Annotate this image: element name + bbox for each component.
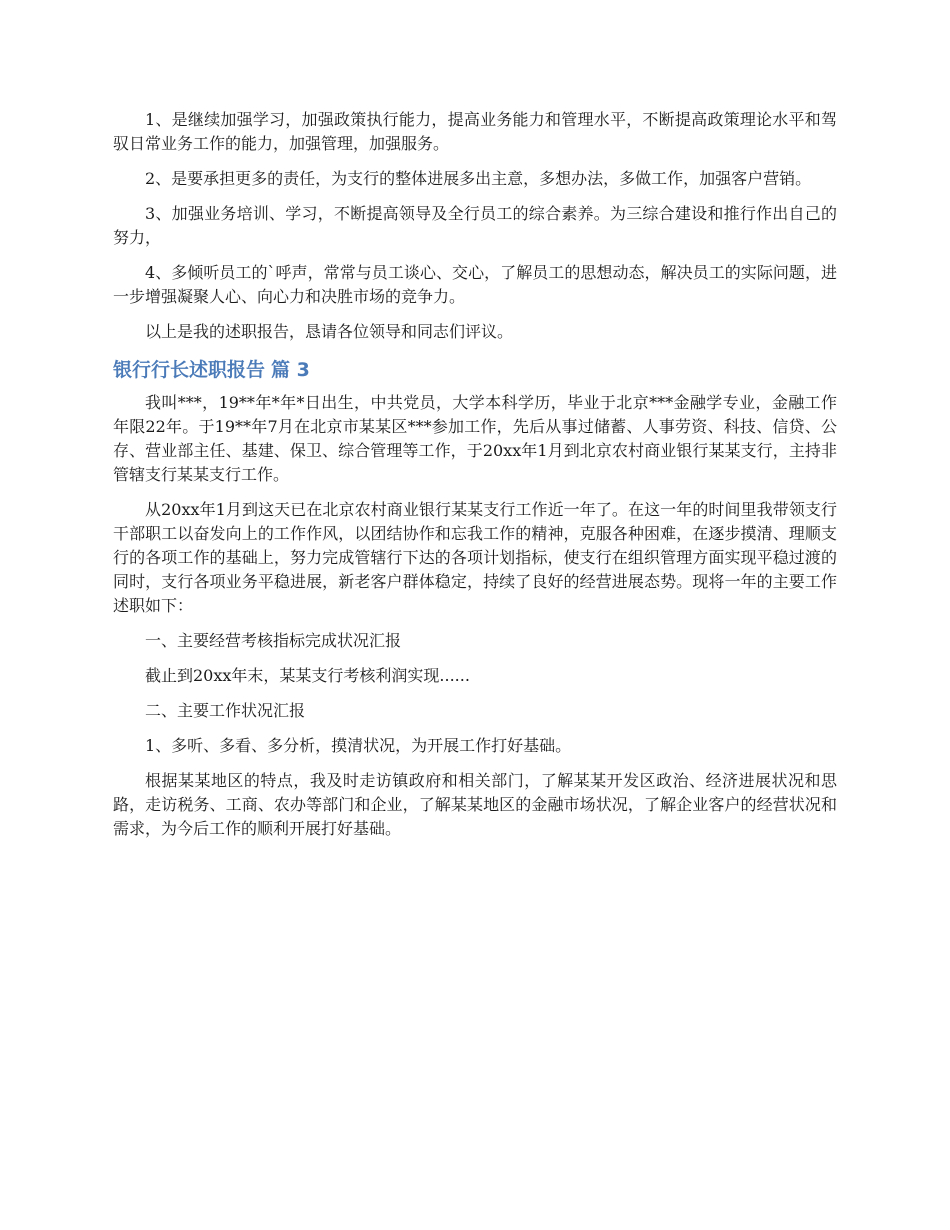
section-heading-number: 篇 3	[271, 359, 310, 381]
paragraph-intro: 我叫***，19**年*年*日出生，中共党员，大学本科学历，毕业于北京***金融学专业，金融工作年限22年。于19**年7月在北京市某某区***参加工作，先后从事过储蓄、人事劳资、科技、信贷、公存、营业部主任、基建、保卫、综合管理等工作，于20xx年1月到北京农村商业银行某某支行，主持非管辖支行某某支行工作。	[113, 393, 837, 484]
paragraph-item-2: 2、是要承担更多的责任，为支行的整体进展多出主意，多想办法，多做工作，加强客户营销。	[145, 169, 812, 188]
document-page	[113, 108, 837, 852]
subheading-work: 二、主要工作状况汇报	[145, 701, 306, 720]
section-heading-title: 银行行长述职报告	[113, 359, 266, 381]
paragraph-region: 根据某某地区的特点，我及时走访镇政府和相关部门，了解某某开发区政治、经济进展状况和思路，走访税务、工商、农办等部门和企业，了解某某地区的金融市场状况，了解企业客户的经营状况和需求，为今后工作的顺利开展打好基础。	[113, 771, 837, 838]
subheading-kpi: 一、主要经营考核指标完成状况汇报	[145, 631, 402, 650]
paragraph-item-4: 4、多倾听员工的`呼声，常常与员工谈心、交心，了解员工的思想动态，解决员工的实际问题，进一步增强凝聚人心、向心力和决胜市场的竞争力。	[113, 263, 837, 306]
paragraph-overview: 从20xx年1月到这天已在北京农村商业银行某某支行工作近一年了。在这一年的时间里我带领支行干部职工以奋发向上的工作作风，以团结协作和忘我工作的精神，克服各种困难，在逐步摸清、理顺支行的各项工作的基础上，努力完成管辖行下达的各项计划指标，使支行在组织管理方面实现平稳过渡的同时，支行各项业务平稳进展，新老客户群体稳定，持续了良好的经营进展态势。现将一年的主要工作述职如下：	[113, 500, 837, 615]
paragraph-work-item-1: 1、多听、多看、多分析，摸清状况，为开展工作打好基础。	[145, 736, 572, 755]
paragraph-item-1: 1、是继续加强学习，加强政策执行能力，提高业务能力和管理水平，不断提高政策理论水平和驾驭日常业务工作的能力，加强管理，加强服务。	[113, 110, 837, 153]
paragraph-item-3: 3、加强业务培训、学习，不断提高领导及全行员工的综合素养。为三综合建设和推行作出自己的努力，	[113, 204, 837, 247]
paragraph-closing: 以上是我的述职报告，恳请各位领导和同志们评议。	[145, 322, 514, 341]
section-heading	[113, 355, 837, 385]
paragraph-profit: 截止到20xx年末，某某支行考核利润实现......	[145, 666, 470, 685]
